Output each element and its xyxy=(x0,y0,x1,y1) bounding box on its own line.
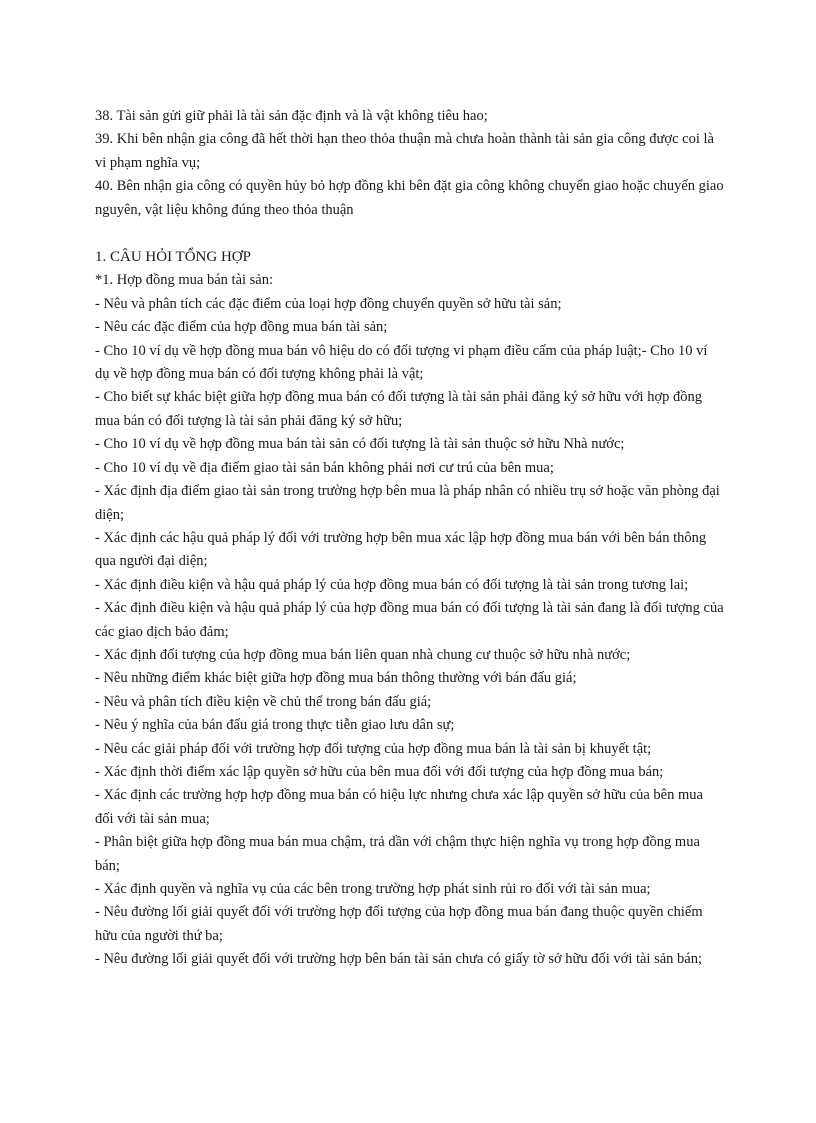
question-item: - Xác định địa điểm giao tài sản trong trường hợp bên mua là pháp nhân có nhiều trụ sở hoặc văn phòng đại diện; xyxy=(95,483,720,523)
question-item: - Xác định các trường hợp hợp đồng mua bán có hiệu lực nhưng chưa xác lập quyền sở hữu của bên mua đối với tài sản mua; xyxy=(95,787,703,827)
question-item: - Nêu ý nghĩa của bán đấu giá trong thực tiễn giao lưu dân sự; xyxy=(95,717,455,734)
question-item: - Xác định điều kiện và hậu quả pháp lý của hợp đồng mua bán có đối tượng là tài sản trong tương lai; xyxy=(95,576,689,593)
question-item: - Xác định đối tượng của hợp đồng mua bán liên quan nhà chung cư thuộc sở hữu nhà nước; xyxy=(95,646,631,663)
question-item: - Xác định quyền và nghĩa vụ của các bên trong trường hợp phát sinh rủi ro đối với tài sản mua; xyxy=(95,881,651,897)
question-item: - Cho 10 ví dụ về hợp đồng mua bán vô hiệu do có đối tượng vi phạm điều cấm của pháp luật;- Cho 10 ví dụ về hợp đồng mua bán có đối tượng không phải là vật; xyxy=(95,342,708,383)
question-item: - Cho biết sự khác biệt giữa hợp đồng mua bán có đối tượng là tài sản phải đăng ký sở hữu với hợp đồng mua bán có đối tượng là tài sản phải đăng ký sở hữu; xyxy=(95,389,702,429)
section-title: 1. CÂU HỎI TỔNG HỢP xyxy=(95,249,251,266)
document-body xyxy=(95,105,725,972)
question-item: - Xác định thời điểm xác lập quyền sở hữu của bên mua đối với đối tượng của hợp đồng mua bán; xyxy=(95,763,664,780)
item-38: 38. Tài sản gửi giữ phải là tài sản đặc định và là vật không tiêu hao; xyxy=(95,108,488,124)
question-item: - Nêu những điểm khác biệt giữa hợp đồng mua bán thông thường với bán đấu giá; xyxy=(95,670,577,687)
section-spacer xyxy=(95,222,725,246)
question-item: - Nêu các giải pháp đối với trường hợp đối tượng của hợp đồng mua bán là tài sản bị khuyết tật; xyxy=(95,740,652,757)
question-item: - Nêu các đặc điểm của hợp đồng mua bán tài sản; xyxy=(95,319,388,336)
item-39: 39. Khi bên nhận gia công đã hết thời hạn theo thỏa thuận mà chưa hoàn thành tài sản gia công được coi là vi phạm nghĩa vụ; xyxy=(95,131,714,171)
question-item: - Xác định điều kiện và hậu quả pháp lý của hợp đồng mua bán có đối tượng là tài sản đang là đối tượng của các giao dịch bảo đảm; xyxy=(95,600,724,640)
question-item: - Cho 10 ví dụ về hợp đồng mua bán tài sản có đối tượng là tài sản thuộc sở hữu Nhà nước; xyxy=(95,436,625,453)
question-item: - Cho 10 ví dụ về địa điểm giao tài sản bán không phải nơi cư trú của bên mua; xyxy=(95,459,554,476)
question-item: - Phân biệt giữa hợp đồng mua bán mua chậm, trả dần với chậm thực hiện nghĩa vụ trong hợp đồng mua bán; xyxy=(95,834,700,874)
question-item: - Nêu đường lối giải quyết đối với trường hợp đối tượng của hợp đồng mua bán đang thuộc quyền chiếm hữu của người thứ ba; xyxy=(95,904,703,944)
subsection-title: *1. Hợp đồng mua bán tài sản: xyxy=(95,272,274,289)
item-40: 40. Bên nhận gia công có quyền hủy bỏ hợp đồng khi bên đặt gia công không chuyển giao hoặc chuyển giao nguyên, vật liệu không đúng theo thỏa thuận xyxy=(95,178,724,218)
question-item: - Nêu đường lối giải quyết đối với trường hợp bên bán tài sản chưa có giấy tờ sở hữu đối với tài sản bán; xyxy=(95,951,703,968)
question-item: - Nêu và phân tích các đặc điểm của loại hợp đồng chuyển quyền sở hữu tài sản; xyxy=(95,295,562,312)
question-item: - Xác định các hậu quả pháp lý đối với trường hợp bên mua xác lập hợp đồng mua bán với bên bán thông qua người đại diện; xyxy=(95,529,707,570)
question-item: - Nêu và phân tích điều kiện về chủ thể trong bán đấu giá; xyxy=(95,693,432,710)
